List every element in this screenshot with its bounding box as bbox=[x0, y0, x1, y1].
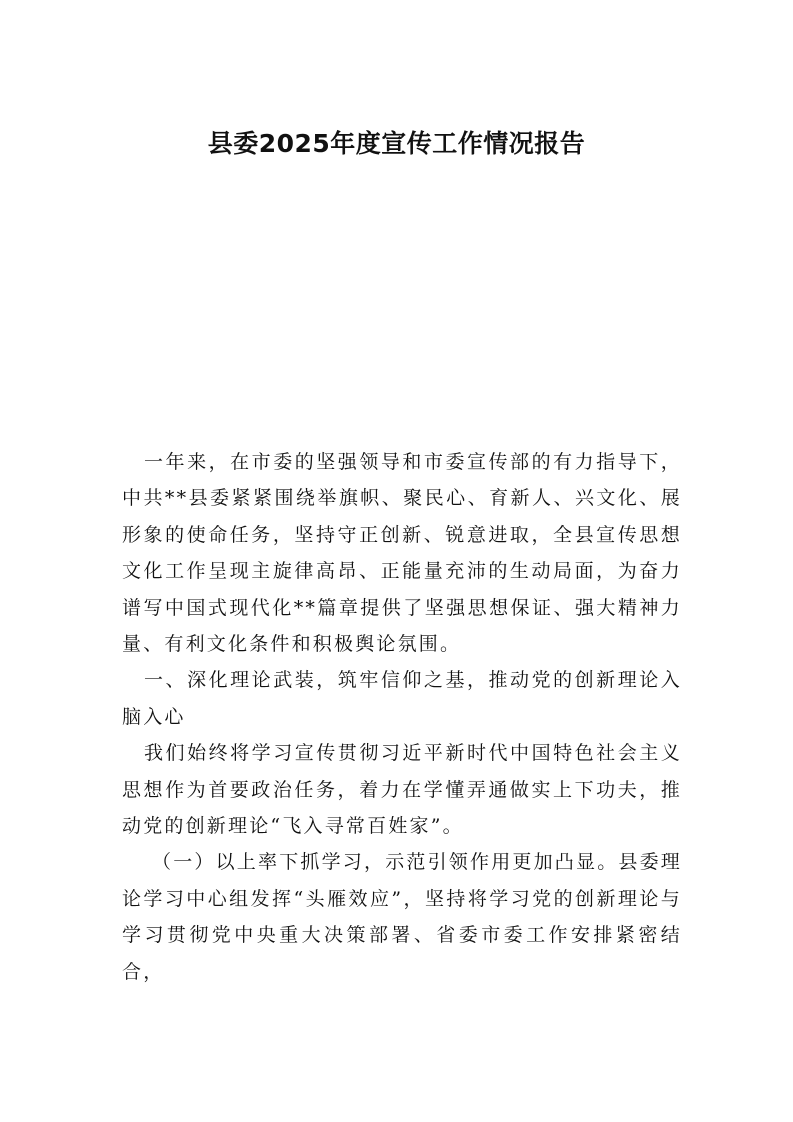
paragraph-intro: 一年来，在市委的坚强领导和市委宣传部的有力指导下，中共**县委紧紧围绕举旗帜、聚民心、育新人、兴文化、展形象的使命任务，坚持守正创新、锐意进取，全县宣传思想文化工作呈现主旋律高昂、正能量充沛的生动局面，为奋力谱写中国式现代化**篇章提供了坚强思想保证、强大精神力量、有利文化条件和积极舆论氛围。 bbox=[122, 451, 682, 656]
paragraph-section-1: 我们始终将学习宣传贯彻习近平新时代中国特色社会主义思想作为首要政治任务，着力在学懂弄通做实上下功夫，推动党的创新理论“飞入寻常百姓家”。 bbox=[122, 742, 682, 838]
section-heading-1: 一、深化理论武装，筑牢信仰之基，推动党的创新理论入脑入心 bbox=[122, 669, 682, 728]
subsection-1-1: （一）以上率下抓学习，示范引领作用更加凸显。县委理论学习中心组发挥“头雁效应”，坚持将学习党的创新理论与学习贯彻党中央重大决策部署、省委市委工作安排紧密结合， bbox=[122, 851, 683, 983]
document-title: 县委2025年度宣传工作情况报告 bbox=[207, 129, 586, 158]
document-body bbox=[122, 444, 682, 990]
